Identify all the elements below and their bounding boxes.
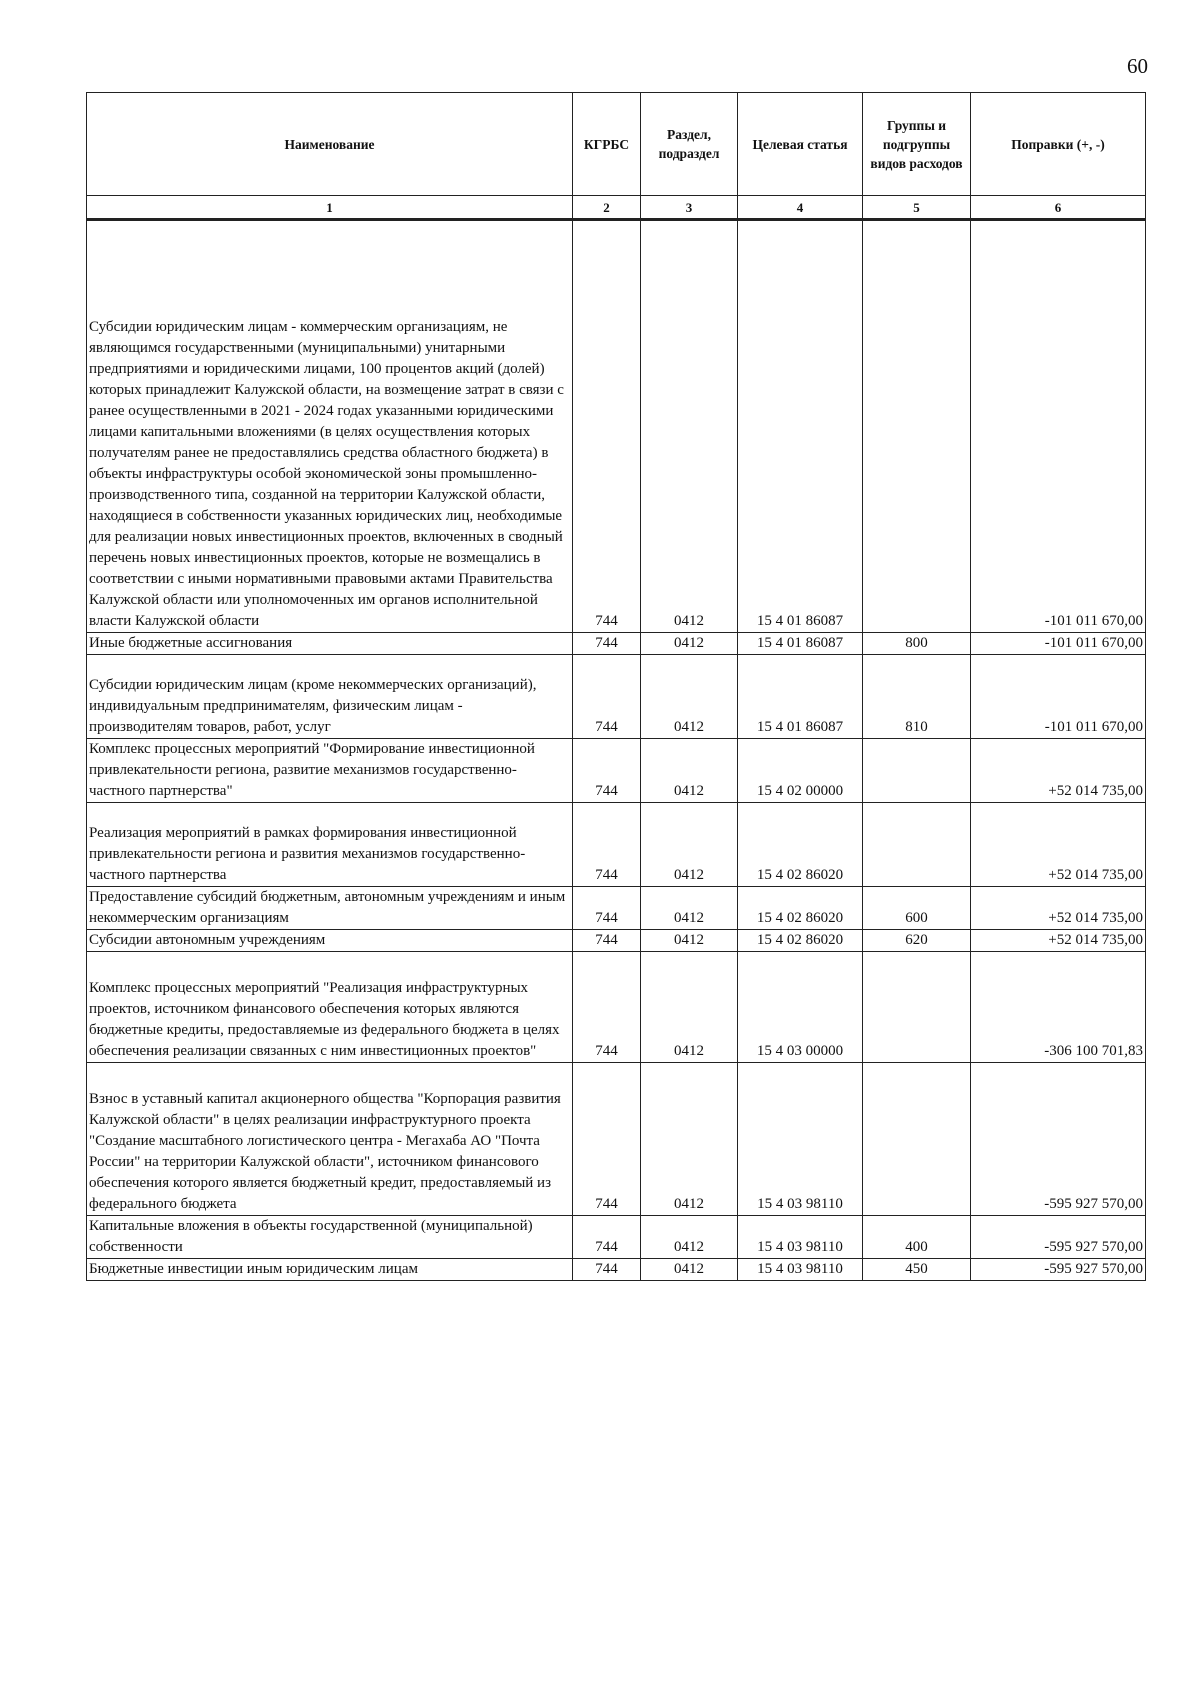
header-section: Раздел, подраздел: [641, 93, 738, 196]
row-section: 0412: [641, 930, 738, 952]
row-expense-group: [863, 220, 971, 633]
table-row: [87, 1259, 1146, 1281]
table-row: [87, 930, 1146, 952]
header-amendments: Поправки (+, -): [971, 93, 1146, 196]
row-name: Капитальные вложения в объекты государственной (муниципальной) собственности: [87, 1216, 573, 1259]
table-row: [87, 887, 1146, 930]
row-kgrbs: 744: [573, 930, 641, 952]
row-target-article: 15 4 02 86020: [738, 930, 863, 952]
row-target-article: 15 4 02 86020: [738, 803, 863, 887]
row-name: Иные бюджетные ассигнования: [87, 633, 573, 655]
row-kgrbs: 744: [573, 1259, 641, 1281]
row-amount: -306 100 701,83: [971, 952, 1146, 1063]
row-amount: +52 014 735,00: [971, 803, 1146, 887]
row-kgrbs: 744: [573, 887, 641, 930]
row-amount: -595 927 570,00: [971, 1259, 1146, 1281]
row-name: Комплекс процессных мероприятий "Формирование инвестиционной привлекательности региона, развитие механизмов государственно-частного партнерства": [87, 739, 573, 803]
row-amount: +52 014 735,00: [971, 887, 1146, 930]
row-kgrbs: 744: [573, 655, 641, 739]
row-amount: +52 014 735,00: [971, 739, 1146, 803]
row-target-article: 15 4 03 98110: [738, 1216, 863, 1259]
row-target-article: 15 4 03 98110: [738, 1063, 863, 1216]
row-name: Субсидии юридическим лицам (кроме некоммерческих организаций), индивидуальным предпринимателям, физическим лицам - производителям товаров, работ, услуг: [87, 655, 573, 739]
table-row: [87, 739, 1146, 803]
column-number: 3: [641, 196, 738, 220]
row-target-article: 15 4 03 00000: [738, 952, 863, 1063]
row-section: 0412: [641, 220, 738, 633]
table-body: [87, 220, 1146, 1281]
row-target-article: 15 4 02 86020: [738, 887, 863, 930]
row-amount: +52 014 735,00: [971, 930, 1146, 952]
row-section: 0412: [641, 739, 738, 803]
column-number: 4: [738, 196, 863, 220]
row-name: Субсидии автономным учреждениям: [87, 930, 573, 952]
row-kgrbs: 744: [573, 633, 641, 655]
page-number: 60: [1127, 54, 1148, 78]
budget-amendments-table: [86, 92, 1146, 1281]
header-row: [87, 93, 1146, 196]
row-name: Комплекс процессных мероприятий "Реализация инфраструктурных проектов, источником финансового обеспечения которых являются бюджетные кредиты, предоставляемые из федерального бюджета в целях обеспечения реализации связанных с ним инвестиционных проектов": [87, 952, 573, 1063]
header-name: Наименование: [87, 93, 573, 196]
row-expense-group: [863, 952, 971, 1063]
row-expense-group: 600: [863, 887, 971, 930]
row-kgrbs: 744: [573, 1216, 641, 1259]
table-row: [87, 952, 1146, 1063]
row-kgrbs: 744: [573, 1063, 641, 1216]
row-name: Взнос в уставный капитал акционерного общества "Корпорация развития Калужской области" в целях реализации инфраструктурного проекта "Создание масштабного логистического центра - Мегахаба АО "Почта России" на территории Калужской области", источником финансового обеспечения которого является бюджетный кредит, предоставляемый из федерального бюджета: [87, 1063, 573, 1216]
row-target-article: 15 4 01 86087: [738, 655, 863, 739]
table-row: [87, 633, 1146, 655]
row-target-article: 15 4 02 00000: [738, 739, 863, 803]
row-section: 0412: [641, 1259, 738, 1281]
column-number-row: [87, 196, 1146, 220]
column-number: 2: [573, 196, 641, 220]
column-number: 6: [971, 196, 1146, 220]
row-target-article: 15 4 01 86087: [738, 633, 863, 655]
row-kgrbs: 744: [573, 803, 641, 887]
row-section: 0412: [641, 655, 738, 739]
row-amount: -595 927 570,00: [971, 1216, 1146, 1259]
table-row: [87, 1216, 1146, 1259]
row-expense-group: [863, 1063, 971, 1216]
row-section: 0412: [641, 1216, 738, 1259]
row-expense-group: 450: [863, 1259, 971, 1281]
table-row: [87, 803, 1146, 887]
row-kgrbs: 744: [573, 952, 641, 1063]
row-section: 0412: [641, 952, 738, 1063]
column-number: 1: [87, 196, 573, 220]
row-kgrbs: 744: [573, 739, 641, 803]
row-amount: -595 927 570,00: [971, 1063, 1146, 1216]
row-name: Реализация мероприятий в рамках формирования инвестиционной привлекательности региона и развития механизмов государственно-частного партнерства: [87, 803, 573, 887]
row-target-article: 15 4 03 98110: [738, 1259, 863, 1281]
column-number: 5: [863, 196, 971, 220]
row-section: 0412: [641, 1063, 738, 1216]
table-row: [87, 220, 1146, 633]
row-amount: -101 011 670,00: [971, 655, 1146, 739]
row-target-article: 15 4 01 86087: [738, 220, 863, 633]
header-target: Целевая статья: [738, 93, 863, 196]
table-row: [87, 1063, 1146, 1216]
row-name: Бюджетные инвестиции иным юридическим лицам: [87, 1259, 573, 1281]
row-expense-group: [863, 803, 971, 887]
header-kgrbs: КГРБС: [573, 93, 641, 196]
row-section: 0412: [641, 803, 738, 887]
row-section: 0412: [641, 633, 738, 655]
row-amount: -101 011 670,00: [971, 633, 1146, 655]
row-name: Субсидии юридическим лицам - коммерческим организациям, не являющимся государственными (муниципальными) унитарными предприятиями и юридическими лицами, 100 процентов акций (долей) которых принадлежит Калужской области, на возмещение затрат в связи с ранее осуществленными в 2021 - 2024 годах указанными юридическими лицами капитальными вложениями (в целях осуществления которых получателям ранее не предоставлялись средства областного бюджета) в объекты инфраструктуры особой экономической зоны промышленно-производственного типа, созданной на территории Калужской области, находящиеся в собственности указанных юридических лиц, необходимые для реализации новых инвестиционных проектов, включенных в сводный перечень новых инвестиционных проектов, которые не возмещались в соответствии с иными нормативными правовыми актами Правительства Калужской области или уполномоченных им органов исполнительной власти Калужской области: [87, 220, 573, 633]
row-expense-group: 620: [863, 930, 971, 952]
row-expense-group: 810: [863, 655, 971, 739]
row-amount: -101 011 670,00: [971, 220, 1146, 633]
row-section: 0412: [641, 887, 738, 930]
row-expense-group: 400: [863, 1216, 971, 1259]
header-groups: Группы и подгруппы видов расходов: [863, 93, 971, 196]
table-row: [87, 655, 1146, 739]
row-kgrbs: 744: [573, 220, 641, 633]
row-expense-group: [863, 739, 971, 803]
row-name: Предоставление субсидий бюджетным, автономным учреждениям и иным некоммерческим организациям: [87, 887, 573, 930]
row-expense-group: 800: [863, 633, 971, 655]
